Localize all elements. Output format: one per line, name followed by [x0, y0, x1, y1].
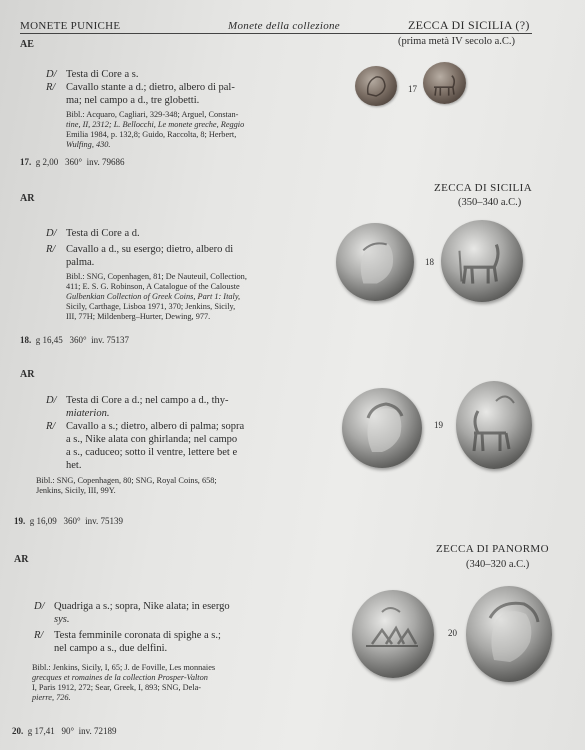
bibl-line: 411; E. S. G. Robinson, A Catalogue of the Calouste	[66, 282, 240, 291]
bibl-line: Bibl.: Jenkins, Sicily, I, 65; J. de Foville, Les monnaies	[32, 663, 216, 672]
inventory: inv. 79686	[86, 157, 125, 167]
entry-20-bibliography	[32, 663, 215, 703]
coin-20-reverse-image	[466, 586, 552, 682]
inventory: inv. 75137	[91, 335, 130, 345]
weight: g 2,00	[35, 157, 59, 167]
entry-19-bibliography	[36, 476, 217, 496]
entry-number: 17.	[20, 157, 32, 167]
coin-17-number: 17	[408, 84, 417, 94]
reverse-line: a s., Nike alata con ghirlanda; nel campo	[66, 434, 238, 445]
obverse-label: D/	[46, 69, 57, 80]
coin-18-number: 18	[425, 257, 434, 267]
bibl-line: Jenkins, Sicily, III, 99Y.	[36, 486, 116, 495]
obverse-label: D/	[34, 601, 45, 612]
weight: g 17,41	[27, 726, 55, 736]
reverse-line: het.	[66, 460, 82, 471]
coin-17-reverse-image	[423, 62, 466, 104]
obverse-line: Testa di Core a d.; nel campo a d., thy-	[66, 395, 229, 406]
reverse-line: nel campo a s., due delfini.	[54, 643, 168, 654]
entry-number: 18.	[20, 335, 32, 345]
entry-18-meta	[20, 335, 129, 345]
entry-18-reverse	[46, 243, 233, 269]
entry-18-obverse	[46, 227, 140, 240]
entry-18-metal: AR	[20, 193, 35, 204]
obverse-text: Testa di Core a d.	[66, 228, 140, 239]
weight: g 16,45	[35, 335, 63, 345]
reverse-line: Testa femminile coronata di spighe a s.;	[54, 630, 221, 641]
bibl-line: Wulfing, 430.	[66, 140, 111, 149]
bibl-line: Bibl.: SNG, Copenhagen, 81; De Nauteuil, Collection,	[66, 272, 247, 281]
coin-19-reverse-image	[456, 381, 532, 469]
bibl-line: III, 77H; Mildenberg–Hurter, Dewing, 977.	[66, 312, 211, 321]
entry-17-obverse	[46, 68, 138, 81]
entry-20-reverse	[34, 629, 221, 655]
coin-18-reverse-image	[441, 220, 523, 302]
obverse-text: Testa di Core a s.	[66, 69, 139, 80]
entry-17-meta	[20, 157, 125, 167]
weight: g 16,09	[29, 516, 57, 526]
entry-number: 19.	[14, 516, 26, 526]
entry-20-period: (340–320 a.C.)	[466, 559, 530, 570]
bibl-line: Gulbenkian Collection of Greek Coins, Part 1: Italy,	[66, 292, 241, 301]
entry-17-metal: AE	[20, 39, 34, 50]
running-header-right: ZECCA DI SICILIA (?)	[408, 18, 530, 32]
obverse-label: D/	[46, 228, 57, 239]
running-header-left: MONETE PUNICHE	[20, 20, 121, 32]
die-axis: 360°	[65, 157, 83, 167]
entry-19-metal: AR	[20, 369, 35, 380]
reverse-line: Cavallo stante a d.; dietro, albero di pal-	[66, 82, 235, 93]
obverse-label: D/	[46, 395, 57, 406]
entry-17-reverse	[46, 81, 235, 107]
entry-20-obverse	[34, 600, 230, 626]
obverse-line: sys.	[54, 614, 70, 625]
obverse-line: miaterion.	[66, 408, 110, 419]
reverse-label: R/	[46, 244, 56, 255]
bibl-line: tine, II, 2312; L. Bellocchi, Le monete greche, Reggio	[66, 120, 245, 129]
entry-20-metal: AR	[14, 554, 29, 565]
coin-19-number: 19	[434, 420, 443, 430]
entry-19-obverse	[46, 394, 229, 420]
inventory: inv. 75139	[85, 516, 124, 526]
inventory: inv. 72189	[78, 726, 117, 736]
bibl-line: Emilia 1984, p. 132,8; Guido, Raccolta, 8; Herbert,	[66, 130, 237, 139]
coin-20-obverse-image	[352, 590, 434, 678]
bibl-line: grecques et romaines de la collection Prosper-Valton	[32, 673, 208, 682]
bibl-line: Sicily, Carthage, Lisboa 1971, 370; Jenkins, Sicily,	[66, 302, 236, 311]
reverse-label: R/	[46, 421, 56, 432]
reverse-line: a s., caduceo; sotto il ventre, lettere bet e	[66, 447, 238, 458]
header-rule	[20, 33, 532, 34]
obverse-line: Quadriga a s.; sopra, Nike alata; in esergo	[54, 601, 230, 612]
coin-17-obverse-image	[355, 66, 397, 106]
coin-19-obverse-image	[342, 388, 422, 468]
entry-20-mint: ZECCA DI PANORMO	[436, 543, 549, 555]
entry-18-mint: ZECCA DI SICILIA	[434, 182, 533, 194]
die-axis: 360°	[69, 335, 87, 345]
coin-18-obverse-image	[336, 223, 414, 301]
reverse-label: R/	[46, 82, 56, 93]
header-period: (prima metà IV secolo a.C.)	[398, 36, 516, 47]
reverse-line: ma; nel campo a d., tre globetti.	[66, 95, 200, 106]
running-header-center: Monete della collezione	[228, 20, 340, 32]
entry-19-meta	[14, 516, 123, 526]
reverse-label: R/	[34, 630, 44, 641]
entry-number: 20.	[12, 726, 24, 736]
coin-20-number: 20	[448, 628, 457, 638]
entry-18-bibliography	[66, 272, 247, 322]
bibl-line: pierre, 726.	[32, 693, 71, 702]
entry-18-period: (350–340 a.C.)	[458, 197, 522, 208]
reverse-line: Cavallo a d., su esergo; dietro, albero di	[66, 244, 234, 255]
entry-17-bibliography	[66, 110, 244, 150]
die-axis: 360°	[63, 516, 81, 526]
entry-20-meta	[12, 726, 117, 736]
bibl-line: Bibl.: Acquaro, Cagliari, 329-348; Arguel, Constan-	[66, 110, 239, 119]
reverse-line: Cavallo a s.; dietro, albero di palma; sopra	[66, 421, 245, 432]
entry-19-reverse	[46, 420, 244, 472]
bibl-line: Bibl.: SNG, Copenhagen, 80; SNG, Royal Coins, 658;	[36, 476, 217, 485]
die-axis: 90°	[61, 726, 75, 736]
reverse-line: palma.	[66, 257, 95, 268]
bibl-line: I, Paris 1912, 272; Sear, Greek, I, 893; SNG, Dela-	[32, 683, 202, 692]
